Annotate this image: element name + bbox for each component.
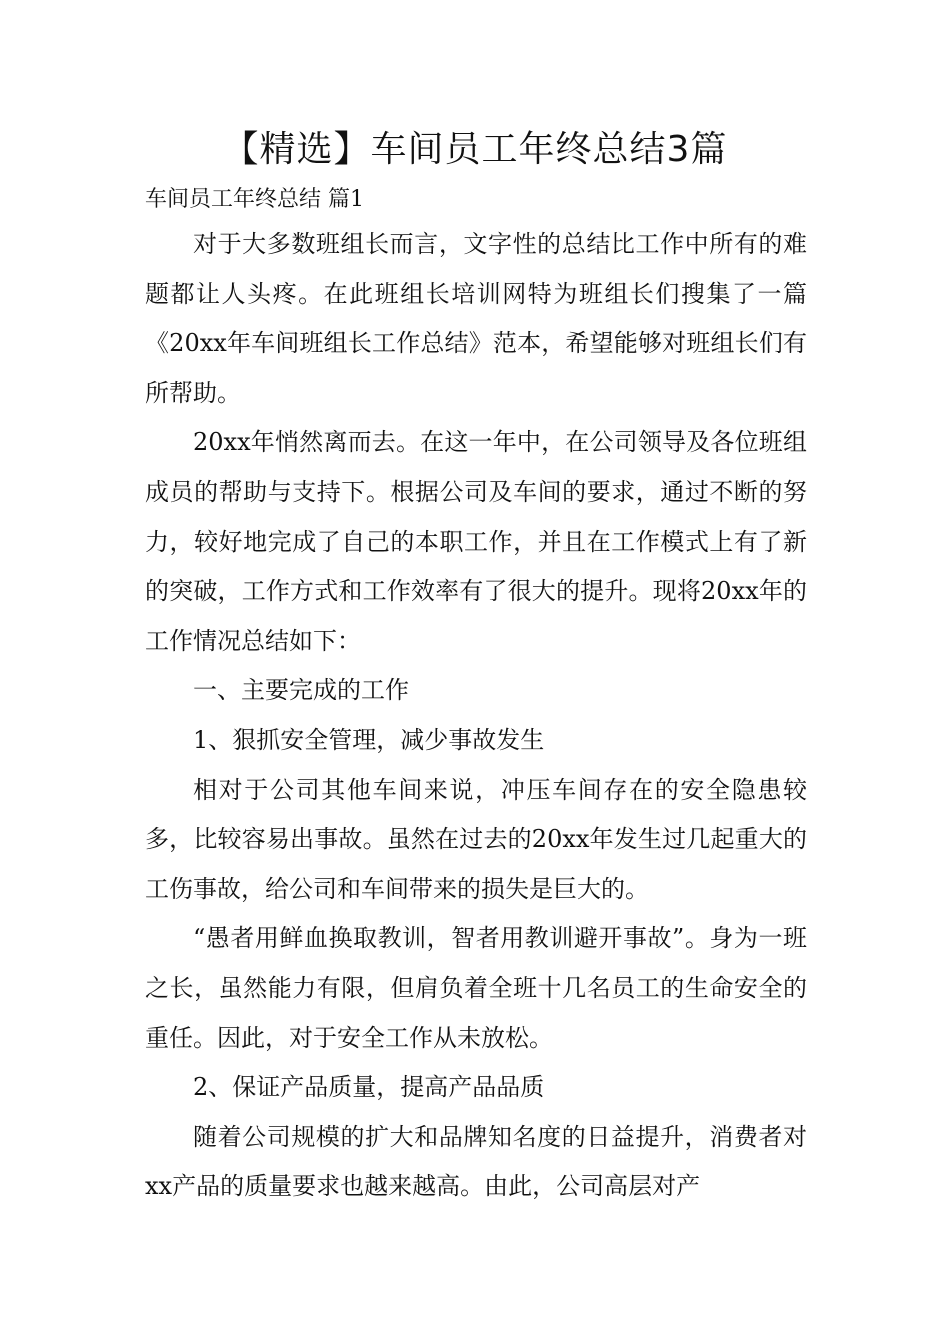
heading-quality: 2、保证产品质量，提高产品品质 — [193, 1073, 545, 1102]
heading-main-work: 一、主要完成的工作 — [193, 676, 409, 705]
paragraph-intro: 对于大多数班组长而言，文字性的总结比工作中所有的难题都让人头疼。在此班组长培训网特为班组长们搜集了一篇《20xx年车间班组长工作总结》范本，希望能够对班组长们有所帮助。 — [145, 230, 807, 407]
paragraph-safety-quote: “愚者用鲜血换取教训，智者用教训避开事故”。身为一班之长，虽然能力有限，但肩负着全班十几名员工的生命安全的重任。因此，对于安全工作从未放松。 — [145, 924, 807, 1052]
paragraph-overview: 20xx年悄然离而去。在这一年中，在公司领导及各位班组成员的帮助与支持下。根据公司及车间的要求，通过不断的努力，较好地完成了自己的本职工作，并且在工作模式上有了新的突破，工作方式和工作效率有了很大的提升。现将20xx年的工作情况总结如下： — [145, 428, 807, 655]
document-body — [145, 180, 807, 1212]
document-title: 【精选】车间员工年终总结3篇 — [222, 129, 728, 170]
paragraph-quality: 随着公司规模的扩大和品牌知名度的日益提升，消费者对xx产品的质量要求也越来越高。由此，公司高层对产 — [145, 1122, 807, 1201]
heading-safety: 1、狠抓安全管理，减少事故发生 — [193, 725, 545, 754]
section-heading: 车间员工年终总结 篇1 — [145, 187, 364, 212]
paragraph-safety-risk: 相对于公司其他车间来说，冲压车间存在的安全隐患较多，比较容易出事故。虽然在过去的20xx年发生过几起重大的工伤事故，给公司和车间带来的损失是巨大的。 — [145, 775, 807, 903]
